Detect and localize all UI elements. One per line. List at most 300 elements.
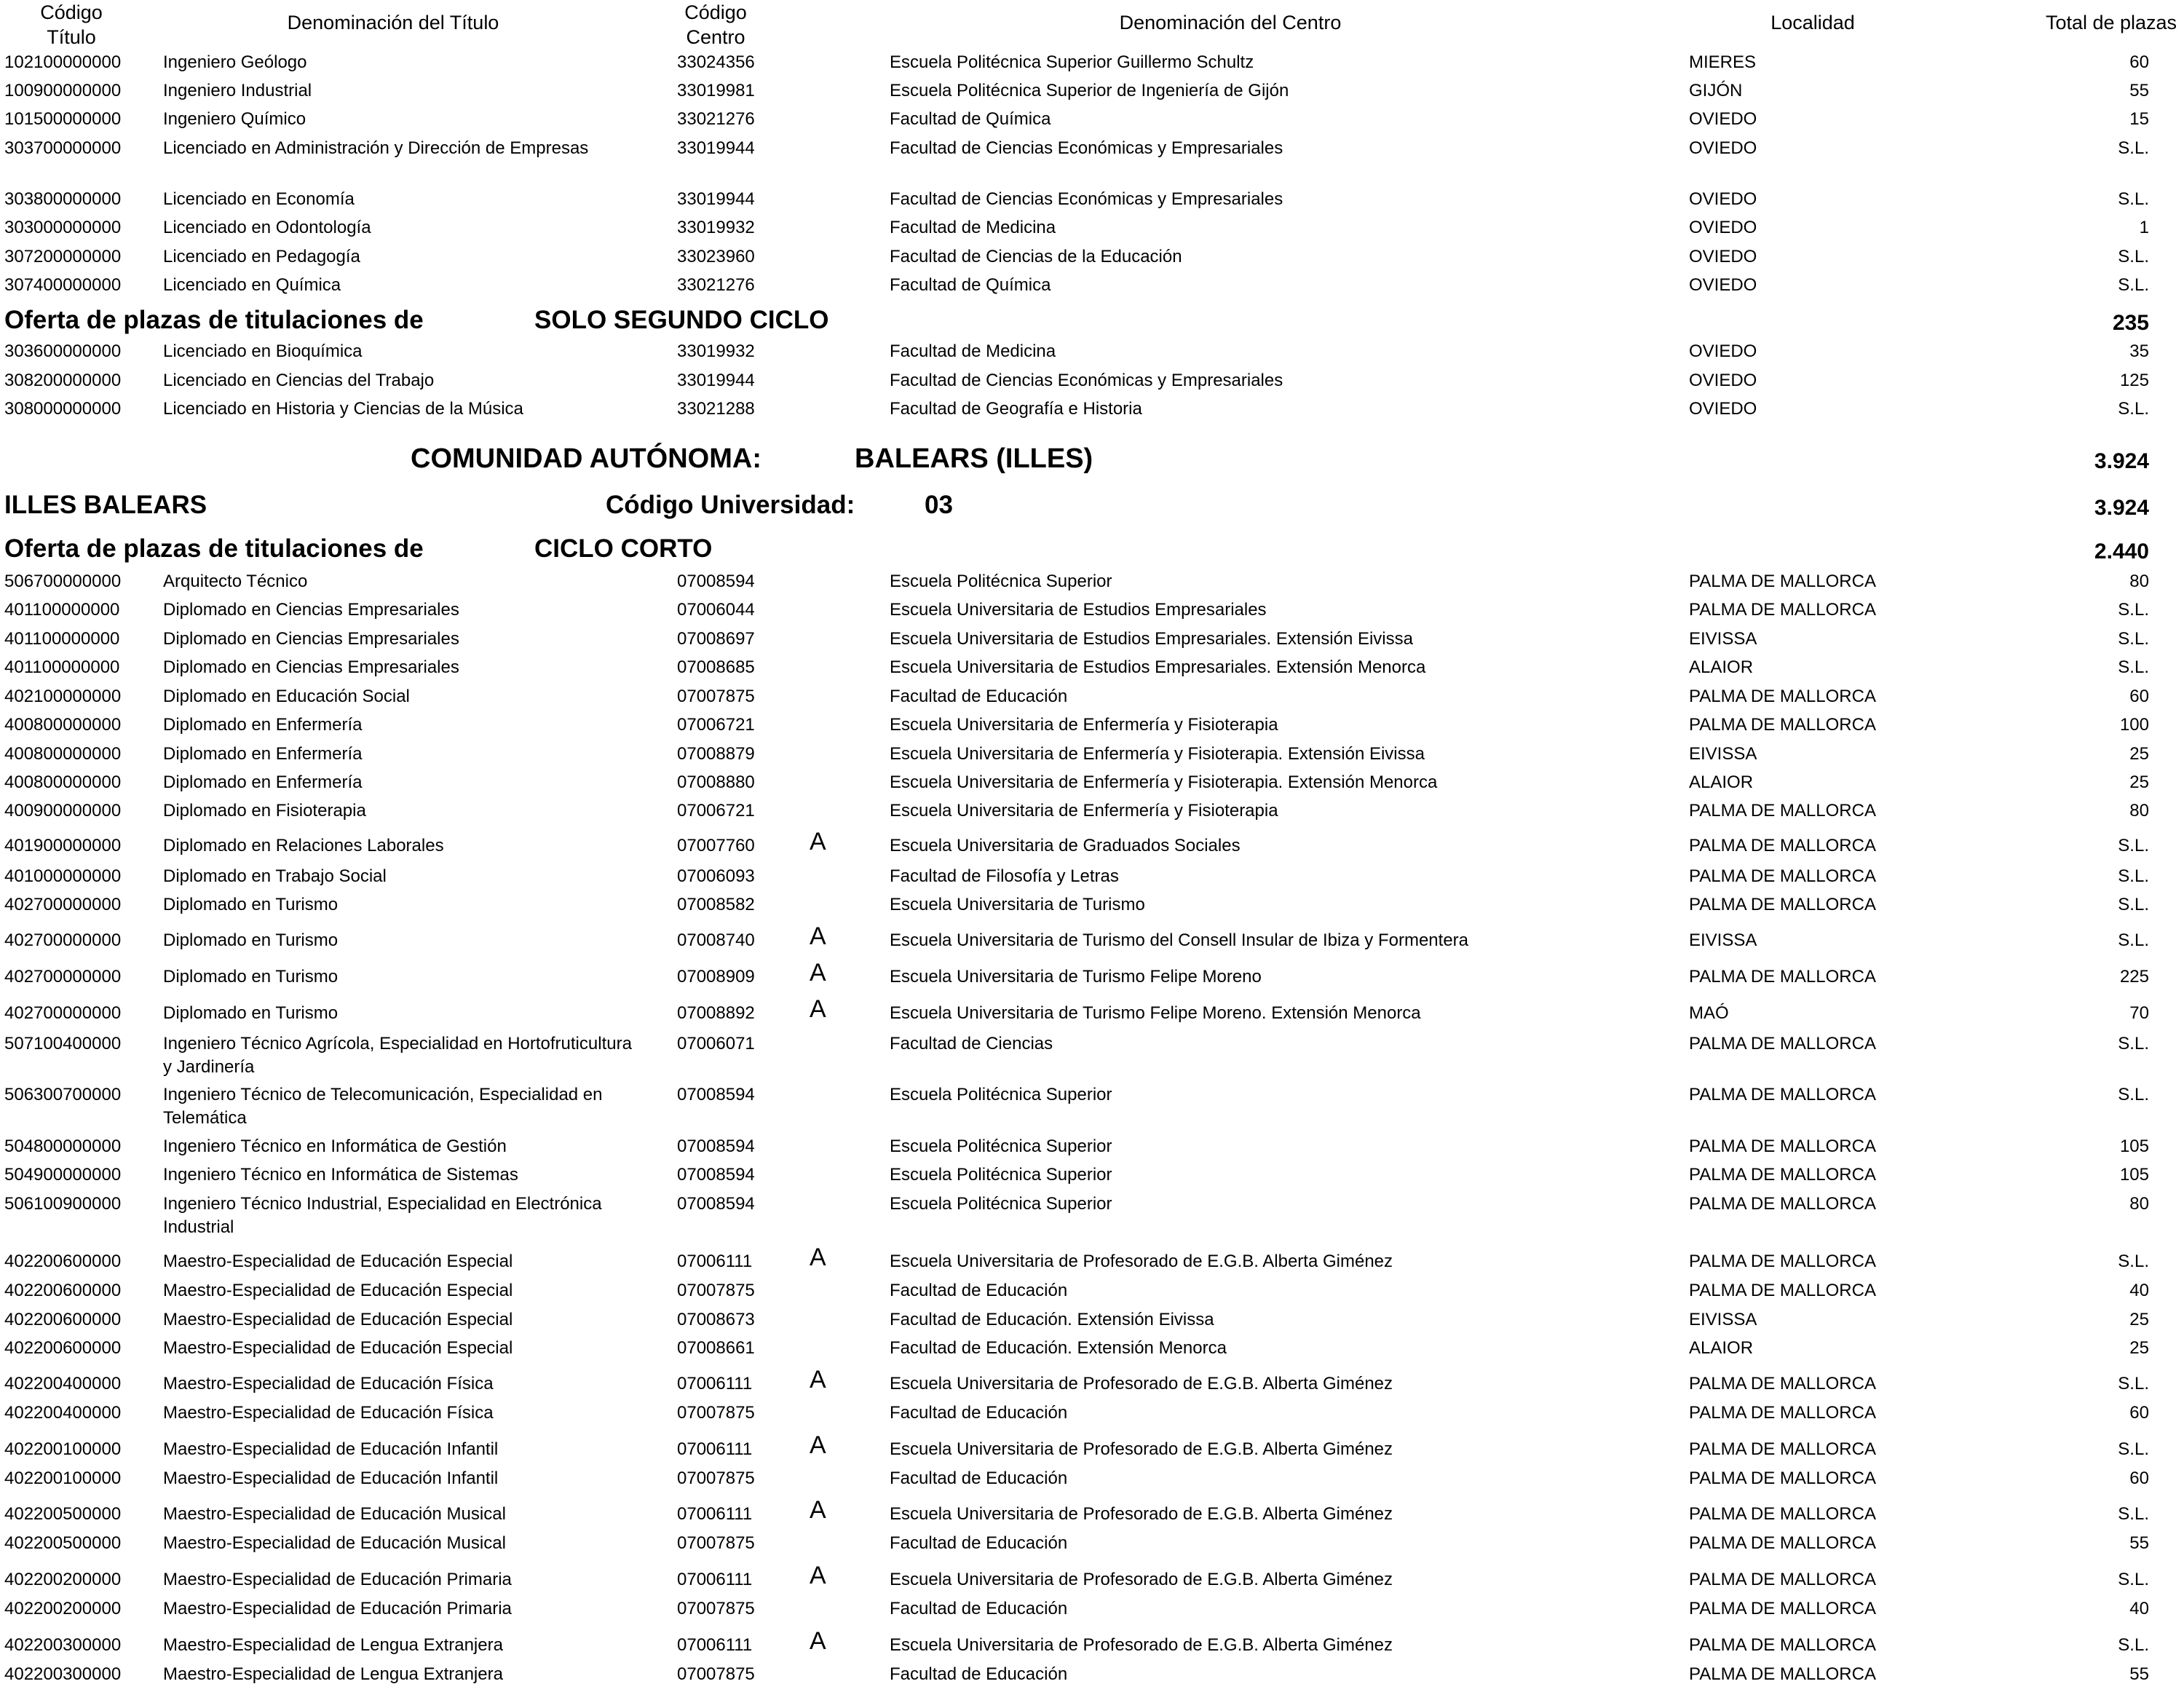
codigo-centro-cell: 07008594	[677, 1165, 755, 1185]
header-denominacion-titulo: Denominación del Título	[287, 12, 499, 33]
localidad-cell: OVIEDO	[1689, 399, 1757, 419]
denominacion-titulo-cell: Ingeniero Técnico en Informática de Gestión	[163, 1136, 507, 1156]
table-row	[0, 1308, 2184, 1337]
codigo-titulo-cell: 400800000000	[4, 744, 122, 764]
localidad-cell: PALMA DE MALLORCA	[1689, 1034, 1876, 1053]
codigo-titulo-cell: 402200600000	[4, 1281, 122, 1300]
codigo-titulo-cell: 402200500000	[4, 1504, 122, 1524]
codigo-titulo-cell: 307200000000	[4, 247, 122, 266]
denominacion-centro-cell: Escuela Universitaria de Profesorado de E.G.B. Alberta Giménez	[890, 1374, 1393, 1393]
total-plazas-cell: S.L.	[2118, 1439, 2149, 1459]
denominacion-titulo-cell: Ingeniero Técnico Industrial, Especialidad en Electrónica Industrial	[163, 1194, 602, 1237]
total-plazas-cell: 25	[2129, 744, 2149, 764]
table-row	[0, 828, 2184, 863]
denominacion-titulo-cell: Diplomado en Ciencias Empresariales	[163, 629, 459, 649]
denominacion-centro-cell: Facultad de Educación	[890, 1468, 1068, 1488]
codigo-titulo-cell: 506100900000	[4, 1194, 122, 1214]
total-plazas-cell: S.L.	[2118, 247, 2149, 266]
localidad-cell: OVIEDO	[1689, 275, 1757, 295]
localidad-cell: EIVISSA	[1689, 1310, 1757, 1329]
section-type: SOLO SEGUNDO CICLO	[534, 306, 829, 334]
total-plazas-cell: 60	[2129, 52, 2149, 72]
localidad-cell: OVIEDO	[1689, 341, 1757, 361]
localidad-cell: PALMA DE MALLORCA	[1689, 1252, 1876, 1271]
section-total: 2.440	[2094, 539, 2149, 564]
denominacion-titulo-cell: Licenciado en Historia y Ciencias de la Música	[163, 399, 523, 419]
codigo-titulo-cell: 506700000000	[4, 572, 122, 591]
total-plazas-cell: 55	[2129, 1664, 2149, 1684]
denominacion-centro-cell: Escuela Politécnica Superior de Ingeniería de Gijón	[890, 81, 1289, 100]
section-label: Oferta de plazas de titulaciones de	[4, 534, 424, 563]
codigo-titulo-cell: 400800000000	[4, 715, 122, 735]
flag-cell: A	[810, 922, 826, 950]
localidad-cell: PALMA DE MALLORCA	[1689, 1194, 1876, 1214]
comunidad-label: COMUNIDAD AUTÓNOMA:	[411, 443, 761, 474]
codigo-centro-cell: 07008594	[677, 1136, 755, 1156]
codigo-centro-cell: 33021288	[677, 399, 755, 419]
localidad-cell: PALMA DE MALLORCA	[1689, 572, 1876, 591]
section-type: CICLO CORTO	[534, 534, 713, 563]
denominacion-titulo-cell: Maestro-Especialidad de Educación Especial	[163, 1338, 513, 1358]
total-plazas-cell: 105	[2119, 1136, 2149, 1156]
codigo-centro-cell: 07007760	[677, 836, 755, 855]
denominacion-centro-cell: Facultad de Medicina	[890, 341, 1056, 361]
codigo-centro-cell: 07008673	[677, 1310, 755, 1329]
flag-cell: A	[810, 1627, 826, 1655]
denominacion-titulo-cell: Diplomado en Enfermería	[163, 744, 363, 764]
localidad-cell: PALMA DE MALLORCA	[1689, 1403, 1876, 1423]
denominacion-centro-cell: Facultad de Química	[890, 109, 1051, 129]
denominacion-centro-cell: Facultad de Educación	[890, 1281, 1068, 1300]
codigo-centro-cell: 33019981	[677, 81, 755, 100]
total-plazas-cell: S.L.	[2118, 836, 2149, 855]
total-plazas-cell: S.L.	[2118, 399, 2149, 419]
table-row	[0, 656, 2184, 685]
codigo-titulo-cell: 402200300000	[4, 1664, 122, 1684]
denominacion-titulo-cell: Licenciado en Pedagogía	[163, 247, 360, 266]
codigo-titulo-cell: 303800000000	[4, 189, 122, 209]
codigo-centro-cell: 07006093	[677, 866, 755, 886]
denominacion-centro-cell: Facultad de Ciencias Económicas y Empresariales	[890, 189, 1283, 209]
localidad-cell: PALMA DE MALLORCA	[1689, 801, 1876, 821]
section-total: 235	[2112, 311, 2149, 335]
total-plazas-cell: S.L.	[2118, 138, 2149, 158]
total-plazas-cell: 40	[2129, 1281, 2149, 1300]
flag-cell: A	[810, 1431, 826, 1459]
localidad-cell: GIJÓN	[1689, 81, 1743, 100]
denominacion-centro-cell: Escuela Politécnica Superior Guillermo Schultz	[890, 52, 1254, 72]
codigo-titulo-cell: 402700000000	[4, 930, 122, 950]
comunidad-total: 3.924	[2094, 449, 2149, 473]
codigo-titulo-cell: 506300700000	[4, 1085, 122, 1104]
codigo-titulo-cell: 400800000000	[4, 772, 122, 792]
localidad-cell: PALMA DE MALLORCA	[1689, 1439, 1876, 1459]
total-plazas-cell: 35	[2129, 341, 2149, 361]
universidad-total: 3.924	[2094, 496, 2149, 520]
table-row	[0, 570, 2184, 599]
codigo-titulo-cell: 401100000000	[4, 600, 120, 620]
localidad-cell: PALMA DE MALLORCA	[1689, 1635, 1876, 1655]
denominacion-titulo-cell: Ingeniero Químico	[163, 109, 306, 129]
localidad-cell: OVIEDO	[1689, 218, 1757, 237]
denominacion-centro-cell: Facultad de Filosofía y Letras	[890, 866, 1119, 886]
total-plazas-cell: 40	[2129, 1599, 2149, 1618]
total-plazas-cell: 80	[2129, 572, 2149, 591]
codigo-centro-cell: 07007875	[677, 1281, 755, 1300]
denominacion-titulo-cell: Ingeniero Técnico Agrícola, Especialidad en Hortofruticultura y Jardinería	[163, 1034, 632, 1077]
table-row	[0, 1532, 2184, 1561]
denominacion-titulo-cell: Diplomado en Enfermería	[163, 715, 363, 735]
codigo-titulo-cell: 402200200000	[4, 1570, 122, 1589]
denominacion-titulo-cell: Licenciado en Química	[163, 275, 341, 295]
denominacion-titulo-cell: Licenciado en Ciencias del Trabajo	[163, 371, 435, 390]
header-codigo-titulo-line2: Título	[47, 26, 96, 48]
denominacion-titulo-cell: Maestro-Especialidad de Educación Física	[163, 1403, 494, 1423]
codigo-centro-cell: 07007875	[677, 687, 755, 706]
denominacion-centro-cell: Facultad de Educación	[890, 1664, 1068, 1684]
localidad-cell: PALMA DE MALLORCA	[1689, 1136, 1876, 1156]
total-plazas-cell: S.L.	[2118, 1034, 2149, 1053]
codigo-titulo-cell: 402200600000	[4, 1252, 122, 1271]
table-row	[0, 245, 2184, 274]
codigo-titulo-cell: 303700000000	[4, 138, 122, 158]
localidad-cell: EIVISSA	[1689, 629, 1757, 649]
codigo-centro-cell: 07007875	[677, 1664, 755, 1684]
total-plazas-cell: 60	[2129, 687, 2149, 706]
localidad-cell: PALMA DE MALLORCA	[1689, 1570, 1876, 1589]
denominacion-titulo-cell: Licenciado en Economía	[163, 189, 355, 209]
denominacion-centro-cell: Escuela Universitaria de Profesorado de E.G.B. Alberta Giménez	[890, 1635, 1393, 1655]
codigo-centro-cell: 07008879	[677, 744, 755, 764]
codigo-titulo-cell: 303600000000	[4, 341, 122, 361]
localidad-cell: PALMA DE MALLORCA	[1689, 967, 1876, 987]
total-plazas-cell: 55	[2129, 1533, 2149, 1553]
total-plazas-cell: 55	[2129, 81, 2149, 100]
table-row	[0, 1496, 2184, 1532]
denominacion-centro-cell: Escuela Politécnica Superior	[890, 1085, 1112, 1104]
total-plazas-cell: 25	[2129, 772, 2149, 792]
denominacion-centro-cell: Escuela Universitaria de Profesorado de E.G.B. Alberta Giménez	[890, 1504, 1393, 1524]
denominacion-titulo-cell: Maestro-Especialidad de Educación Infantil	[163, 1439, 499, 1459]
localidad-cell: PALMA DE MALLORCA	[1689, 1468, 1876, 1488]
denominacion-centro-cell: Escuela Universitaria de Turismo Felipe Moreno	[890, 967, 1262, 987]
denominacion-titulo-cell: Diplomado en Educación Social	[163, 687, 410, 706]
table-row	[0, 1366, 2184, 1402]
denominacion-centro-cell: Facultad de Ciencias	[890, 1034, 1053, 1053]
denominacion-titulo-cell: Ingeniero Técnico en Informática de Sistemas	[163, 1165, 518, 1185]
table-row	[0, 1402, 2184, 1431]
denominacion-titulo-cell: Ingeniero Industrial	[163, 81, 312, 100]
table-row	[0, 1193, 2184, 1237]
codigo-titulo-cell: 402700000000	[4, 967, 122, 987]
total-plazas-cell: S.L.	[2118, 600, 2149, 620]
denominacion-centro-cell: Facultad de Educación. Extensión Menorca	[890, 1338, 1227, 1358]
table-row	[0, 340, 2184, 369]
codigo-centro-cell: 07007875	[677, 1599, 755, 1618]
localidad-cell: ALAIOR	[1689, 657, 1754, 677]
header-total-plazas: Total de plazas	[2045, 12, 2177, 33]
codigo-titulo-cell: 402100000000	[4, 687, 122, 706]
localidad-cell: PALMA DE MALLORCA	[1689, 1504, 1876, 1524]
flag-cell: A	[810, 828, 826, 855]
denominacion-centro-cell: Facultad de Ciencias Económicas y Empresariales	[890, 371, 1283, 390]
table-row	[0, 1337, 2184, 1366]
total-plazas-cell: 60	[2129, 1403, 2149, 1423]
localidad-cell: PALMA DE MALLORCA	[1689, 1533, 1876, 1553]
denominacion-centro-cell: Escuela Universitaria de Estudios Empresariales. Extensión Eivissa	[890, 629, 1413, 649]
localidad-cell: ALAIOR	[1689, 772, 1754, 792]
codigo-titulo-cell: 401100000000	[4, 657, 120, 677]
codigo-centro-cell: 07006111	[677, 1374, 753, 1393]
denominacion-titulo-cell: Arquitecto Técnico	[163, 572, 308, 591]
total-plazas-cell: S.L.	[2118, 930, 2149, 950]
total-plazas-cell: S.L.	[2118, 1252, 2149, 1271]
flag-cell: A	[810, 995, 826, 1023]
codigo-centro-cell: 33024356	[677, 52, 755, 72]
table-row	[0, 865, 2184, 894]
denominacion-centro-cell: Facultad de Educación	[890, 687, 1068, 706]
denominacion-centro-cell: Facultad de Medicina	[890, 218, 1056, 237]
codigo-centro-cell: 07008685	[677, 657, 755, 677]
total-plazas-cell: S.L.	[2118, 1504, 2149, 1524]
denominacion-centro-cell: Escuela Universitaria de Graduados Sociales	[890, 836, 1241, 855]
codigo-centro-cell: 33019932	[677, 341, 755, 361]
codigo-titulo-cell: 101500000000	[4, 109, 122, 129]
header-codigo-centro-line1: Código	[684, 1, 747, 23]
codigo-centro-cell: 07007875	[677, 1403, 755, 1423]
denominacion-titulo-cell: Licenciado en Administración y Dirección de Empresas	[163, 138, 589, 158]
codigo-titulo-cell: 308000000000	[4, 399, 122, 419]
localidad-cell: PALMA DE MALLORCA	[1689, 715, 1876, 735]
codigo-centro-cell: 07008892	[677, 1003, 755, 1023]
codigo-centro-cell: 07008594	[677, 572, 755, 591]
codigo-centro-cell: 33021276	[677, 109, 755, 129]
codigo-centro-cell: 07007875	[677, 1533, 755, 1553]
denominacion-titulo-cell: Maestro-Especialidad de Educación Musical	[163, 1504, 506, 1524]
denominacion-titulo-cell: Diplomado en Turismo	[163, 895, 339, 914]
denominacion-centro-cell: Escuela Universitaria de Turismo	[890, 895, 1145, 914]
total-plazas-cell: 80	[2129, 801, 2149, 821]
codigo-centro-cell: 07006044	[677, 600, 755, 620]
codigo-centro-cell: 07008697	[677, 629, 755, 649]
total-plazas-cell: S.L.	[2118, 189, 2149, 209]
codigo-titulo-cell: 402200100000	[4, 1439, 122, 1459]
codigo-centro-cell: 33023960	[677, 247, 755, 266]
flag-cell: A	[810, 1244, 826, 1271]
flag-cell: A	[810, 1496, 826, 1524]
table-row	[0, 1083, 2184, 1128]
localidad-cell: OVIEDO	[1689, 109, 1757, 129]
denominacion-centro-cell: Escuela Universitaria de Estudios Empresariales	[890, 600, 1267, 620]
total-plazas-cell: S.L.	[2118, 1570, 2149, 1589]
total-plazas-cell: 100	[2119, 715, 2149, 735]
denominacion-centro-cell: Escuela Universitaria de Estudios Empresariales. Extensión Menorca	[890, 657, 1426, 677]
codigo-centro-cell: 07008880	[677, 772, 755, 792]
denominacion-centro-cell: Escuela Politécnica Superior	[890, 1194, 1112, 1214]
codigo-centro-cell: 07008582	[677, 895, 755, 914]
localidad-cell: OVIEDO	[1689, 371, 1757, 390]
denominacion-titulo-cell: Maestro-Especialidad de Educación Especial	[163, 1252, 513, 1271]
total-plazas-cell: 25	[2129, 1338, 2149, 1358]
localidad-cell: PALMA DE MALLORCA	[1689, 1599, 1876, 1618]
universidad-code: 03	[925, 491, 953, 519]
codigo-titulo-cell: 402700000000	[4, 1003, 122, 1023]
denominacion-centro-cell: Facultad de Ciencias de la Educación	[890, 247, 1182, 266]
denominacion-centro-cell: Escuela Universitaria de Profesorado de E.G.B. Alberta Giménez	[890, 1570, 1393, 1589]
total-plazas-cell: S.L.	[2118, 1374, 2149, 1393]
total-plazas-cell: 60	[2129, 1468, 2149, 1488]
denominacion-titulo-cell: Maestro-Especialidad de Lengua Extranjera	[163, 1635, 503, 1655]
denominacion-titulo-cell: Diplomado en Turismo	[163, 967, 339, 987]
localidad-cell: PALMA DE MALLORCA	[1689, 836, 1876, 855]
localidad-cell: PALMA DE MALLORCA	[1689, 1165, 1876, 1185]
denominacion-centro-cell: Escuela Universitaria de Enfermería y Fisioterapia	[890, 715, 1278, 735]
codigo-titulo-cell: 402700000000	[4, 895, 122, 914]
table-row	[0, 1663, 2184, 1692]
flag-cell: A	[810, 959, 826, 987]
table-row	[0, 188, 2184, 217]
table-row	[0, 922, 2184, 958]
codigo-titulo-cell: 402200300000	[4, 1635, 122, 1655]
codigo-titulo-cell: 401900000000	[4, 836, 122, 855]
localidad-cell: PALMA DE MALLORCA	[1689, 1664, 1876, 1684]
header-codigo-titulo	[29, 0, 114, 50]
localidad-cell: OVIEDO	[1689, 247, 1757, 266]
table-row	[0, 959, 2184, 995]
codigo-titulo-cell: 402200200000	[4, 1599, 122, 1618]
denominacion-centro-cell: Escuela Universitaria de Profesorado de E.G.B. Alberta Giménez	[890, 1252, 1393, 1271]
table-row	[0, 79, 2184, 108]
denominacion-titulo-cell: Maestro-Especialidad de Educación Especial	[163, 1310, 513, 1329]
codigo-centro-cell: 07008740	[677, 930, 755, 950]
total-plazas-cell: S.L.	[2118, 895, 2149, 914]
denominacion-titulo-cell: Diplomado en Ciencias Empresariales	[163, 600, 459, 620]
codigo-titulo-cell: 102100000000	[4, 52, 122, 72]
denominacion-centro-cell: Escuela Universitaria de Enfermería y Fisioterapia. Extensión Menorca	[890, 772, 1438, 792]
table-row	[0, 893, 2184, 922]
table-row	[0, 1163, 2184, 1193]
denominacion-centro-cell: Facultad de Geografía e Historia	[890, 399, 1142, 419]
codigo-titulo-cell: 402200400000	[4, 1374, 122, 1393]
table-row	[0, 398, 2184, 427]
section-label: Oferta de plazas de titulaciones de	[4, 306, 424, 334]
codigo-titulo-cell: 303000000000	[4, 218, 122, 237]
total-plazas-cell: 80	[2129, 1194, 2149, 1214]
codigo-centro-cell: 07006071	[677, 1034, 755, 1053]
codigo-titulo-cell: 504900000000	[4, 1165, 122, 1185]
table-row	[0, 685, 2184, 714]
codigo-titulo-cell: 401000000000	[4, 866, 122, 886]
codigo-centro-cell: 07006111	[677, 1252, 753, 1271]
table-row	[0, 743, 2184, 772]
denominacion-centro-cell: Facultad de Química	[890, 275, 1051, 295]
table-row	[0, 369, 2184, 398]
localidad-cell: PALMA DE MALLORCA	[1689, 600, 1876, 620]
total-plazas-cell: S.L.	[2118, 629, 2149, 649]
total-plazas-cell: S.L.	[2118, 657, 2149, 677]
universidad-label: Código Universidad:	[606, 491, 855, 519]
total-plazas-cell: S.L.	[2118, 275, 2149, 295]
codigo-titulo-cell: 402200100000	[4, 1468, 122, 1488]
localidad-cell: EIVISSA	[1689, 744, 1757, 764]
denominacion-titulo-cell: Maestro-Especialidad de Educación Primaria	[163, 1599, 512, 1618]
denominacion-centro-cell: Facultad de Educación	[890, 1599, 1068, 1618]
codigo-titulo-cell: 402200500000	[4, 1533, 122, 1553]
localidad-cell: PALMA DE MALLORCA	[1689, 895, 1876, 914]
header-codigo-centro	[677, 0, 754, 50]
table-row	[0, 1032, 2184, 1077]
denominacion-titulo-cell: Ingeniero Geólogo	[163, 52, 307, 72]
denominacion-centro-cell: Facultad de Educación	[890, 1533, 1068, 1553]
table-row	[0, 216, 2184, 245]
universidad-name: ILLES BALEARS	[4, 491, 207, 519]
localidad-cell: MAÓ	[1689, 1003, 1729, 1023]
codigo-centro-cell: 07008594	[677, 1085, 755, 1104]
codigo-titulo-cell: 402200600000	[4, 1310, 122, 1329]
denominacion-centro-cell: Escuela Universitaria de Turismo del Consell Insular de Ibiza y Formentera	[890, 930, 1469, 950]
codigo-centro-cell: 07007875	[677, 1468, 755, 1488]
total-plazas-cell: 1	[2139, 218, 2149, 237]
total-plazas-cell: 105	[2119, 1165, 2149, 1185]
denominacion-titulo-cell: Maestro-Especialidad de Educación Especial	[163, 1281, 513, 1300]
table-row	[0, 713, 2184, 743]
table-row	[0, 1431, 2184, 1467]
codigo-centro-cell: 07006111	[677, 1570, 753, 1589]
denominacion-titulo-cell: Maestro-Especialidad de Educación Musical	[163, 1533, 506, 1553]
table-row	[0, 108, 2184, 137]
denominacion-centro-cell: Facultad de Educación	[890, 1403, 1068, 1423]
codigo-centro-cell: 07006111	[677, 1635, 753, 1655]
localidad-cell: PALMA DE MALLORCA	[1689, 866, 1876, 886]
denominacion-titulo-cell: Diplomado en Ciencias Empresariales	[163, 657, 459, 677]
codigo-centro-cell: 07006111	[677, 1439, 753, 1459]
codigo-titulo-cell: 308200000000	[4, 371, 122, 390]
denominacion-titulo-cell: Diplomado en Turismo	[163, 1003, 339, 1023]
total-plazas-cell: 225	[2119, 967, 2149, 987]
table-row	[0, 1279, 2184, 1308]
denominacion-titulo-cell: Licenciado en Bioquímica	[163, 341, 363, 361]
table-row	[0, 995, 2184, 1031]
codigo-centro-cell: 07006721	[677, 801, 755, 821]
localidad-cell: ALAIOR	[1689, 1338, 1754, 1358]
codigo-titulo-cell: 400900000000	[4, 801, 122, 821]
denominacion-centro-cell: Escuela Universitaria de Enfermería y Fisioterapia. Extensión Eivissa	[890, 744, 1425, 764]
codigo-titulo-cell: 504800000000	[4, 1136, 122, 1156]
codigo-titulo-cell: 401100000000	[4, 629, 120, 649]
comunidad-name: BALEARS (ILLES)	[855, 443, 1093, 474]
denominacion-titulo-cell: Diplomado en Relaciones Laborales	[163, 836, 444, 855]
denominacion-titulo-cell: Ingeniero Técnico de Telecomunicación, Especialidad en Telemática	[163, 1085, 603, 1128]
localidad-cell: MIERES	[1689, 52, 1757, 72]
table-row	[0, 51, 2184, 80]
denominacion-centro-cell: Escuela Universitaria de Turismo Felipe Moreno. Extensión Menorca	[890, 1003, 1421, 1023]
total-plazas-cell: S.L.	[2118, 1635, 2149, 1655]
codigo-centro-cell: 07008594	[677, 1194, 755, 1214]
flag-cell: A	[810, 1562, 826, 1589]
table-row	[0, 1562, 2184, 1597]
denominacion-titulo-cell: Licenciado en Odontología	[163, 218, 371, 237]
denominacion-titulo-cell: Diplomado en Fisioterapia	[163, 801, 366, 821]
codigo-centro-cell: 07008909	[677, 967, 755, 987]
localidad-cell: PALMA DE MALLORCA	[1689, 1085, 1876, 1104]
denominacion-titulo-cell: Diplomado en Turismo	[163, 930, 339, 950]
codigo-centro-cell: 07006111	[677, 1504, 753, 1524]
table-row	[0, 628, 2184, 657]
codigo-titulo-cell: 402200600000	[4, 1338, 122, 1358]
table-row	[0, 598, 2184, 628]
denominacion-titulo-cell: Maestro-Especialidad de Educación Infantil	[163, 1468, 499, 1488]
denominacion-titulo-cell: Diplomado en Trabajo Social	[163, 866, 387, 886]
